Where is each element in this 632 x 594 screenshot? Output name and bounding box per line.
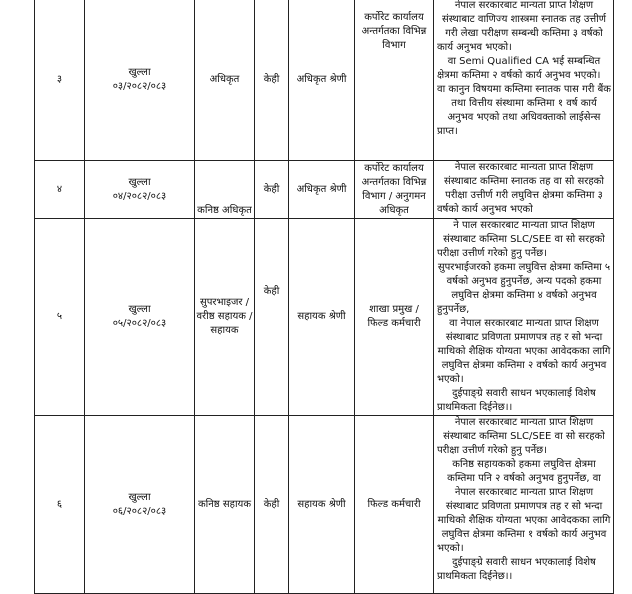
qualification-paragraph: ने पाल सरकारबाट मान्यता प्राप्त शिक्षण संस्थाबाट कम्तिमा SLC/SEE वा सो सरहको परीक्षा उत्तीर्ण गरेको हुनु पर्नेछ।: [437, 220, 605, 259]
department-line: शाखा प्रमुख /: [369, 304, 419, 315]
advert-code: [85, 416, 195, 594]
serial-number: ४: [35, 161, 85, 219]
department-line: अन्तर्गतका विभिन्न: [361, 176, 427, 188]
department: [355, 219, 434, 416]
qualification-paragraph: वा कानुन विषयमा कम्तिमा स्नातक पास गरी बैंक तथा वित्तीय संस्थामा कम्तिमा १ वर्ष कार्य अनुभव भएको तथा अधिवक्ताको लाईसेन्स प्राप्त।: [437, 84, 611, 137]
serial-number: ६: [35, 416, 85, 594]
department-line: फिल्ड कर्मचारी: [367, 498, 421, 510]
department-line: अधिकृत: [379, 204, 409, 216]
department: [355, 161, 434, 219]
serial-number: ३: [35, 0, 85, 161]
service-level: सहायक श्रेणी: [289, 416, 355, 594]
service-level: सहायक श्रेणी: [289, 219, 355, 416]
department-line: विभाग / अनुगमन: [362, 190, 426, 202]
serial-number: ५: [35, 219, 85, 416]
table-row: [35, 416, 614, 594]
advert-code: [85, 161, 195, 219]
advert-number: ०३/२०८२/०८३: [112, 80, 167, 92]
qualification: [434, 416, 614, 594]
vacancy-count: केही: [255, 416, 289, 594]
table-row: [35, 219, 614, 416]
department-line: कर्पोरेट कार्यालय: [364, 12, 424, 23]
advert-type: खुल्ला: [128, 66, 151, 78]
table-row: [35, 161, 614, 219]
table-row: [35, 0, 614, 161]
department: [355, 416, 434, 594]
advert-type: खुल्ला: [128, 491, 151, 503]
vacancy-count: केही: [255, 219, 289, 416]
qualification-paragraph: वा नेपाल सरकारबाट मान्यता प्राप्त शिक्षण संस्थाबाट प्रविणता प्रमाणपत्र तह र सो भन्दा माथिको शैक्षिक योग्यता भएका आवेदकका लागि लघुवित्त क्षेत्रमा कम्तिमा २ वर्षको कार्य अनुभव भएको।: [437, 318, 611, 385]
qualification: [434, 0, 614, 161]
vacancy-count: केही: [255, 161, 289, 219]
department-line: फिल्ड कर्मचारी: [367, 318, 421, 329]
post-name: कनिष्ठ सहायक: [195, 416, 255, 594]
qualification-paragraph: नेपाल सरकारबाट मान्यता प्राप्त शिक्षण संस्थाबाट कम्तिमा SLC/SEE वा सो सरहको परीक्षा उत्तीर्ण गरेको हुनु पर्नेछ।: [437, 417, 605, 456]
post-name: सुपरभाइजर / वरीष्ठ सहायक / सहायक: [195, 219, 255, 416]
service-level: अधिकृत श्रेणी: [289, 161, 355, 219]
advert-code: [85, 219, 195, 416]
advert-number: ०६/२०८२/०८३: [112, 505, 167, 517]
qualification: [434, 161, 614, 219]
department-line: विभाग: [382, 40, 406, 51]
qualification-paragraph: नेपाल सरकारबाट मान्यता प्राप्त शिक्षण संस्थाबाट कम्तिमा स्नातक तह वा सो सरहको परीक्षा उत्तीर्ण गरी लघुवित्त क्षेत्रमा कम्तिमा ३ वर्षको कार्य अनुभव भएको: [437, 162, 604, 215]
department: [355, 0, 434, 161]
vacancy-count: केही: [255, 0, 289, 161]
service-level: अधिकृत श्रेणी: [289, 0, 355, 161]
post-name: अधिकृत: [195, 0, 255, 161]
post-name: कनिष्ठ अधिकृत: [195, 161, 255, 219]
qualification-paragraph: सुपरभाईजरको हकमा लघुवित्त क्षेत्रमा कम्तिमा ५ वर्षको अनुभव हुनुपर्नेछ, अन्य पदको हकमा लघुवित्त क्षेत्रमा कम्तिमा ४ वर्षको अनुभव हुनुपर्नेछ,: [437, 262, 611, 315]
department-line: अन्तर्गतका विभिन्न: [361, 26, 427, 37]
qualification-paragraph: वा Semi Qualified CA भई सम्बन्धित क्षेत्रमा कम्तिमा २ वर्षको कार्य अनुभव भएको।: [437, 56, 601, 81]
advert-number: ०४/२०८२/०८३: [112, 190, 167, 202]
qualification-paragraph: दुईपाङ्ग्रे सवारी साधन भएकालाई विशेष प्राथमिकता दिईनेछ।।: [437, 557, 596, 582]
qualification-paragraph: दुईपाङ्ग्रे सवारी साधन भएकालाई विशेष प्राथमिकता दिईनेछ।।: [437, 388, 596, 413]
advert-number: ०५/२०८२/०८३: [112, 318, 167, 329]
advert-type: खुल्ला: [128, 176, 151, 188]
advert-type: खुल्ला: [128, 304, 151, 315]
advert-code: [85, 0, 195, 161]
qualification-paragraph: नेपाल सरकारबाट मान्यता प्राप्त शिक्षण संस्थाबाट वाणिज्य शास्त्रमा स्नातक तह उत्तीर्ण गरी लेखा परीक्षण सम्बन्धी कम्तिमा ३ वर्षको कार्य अनुभव भएको।: [437, 0, 607, 53]
department-line: कर्पोरेट कार्यालय: [364, 162, 424, 174]
vacancy-table: [34, 0, 614, 594]
qualification-paragraph: कनिष्ठ सहायकको हकमा लघुवित्त क्षेत्रमा कम्तिमा पनि २ वर्षको अनुभव हुनुपर्नेछ, वा नेपाल सरकारबाट मान्यता प्राप्त शिक्षण संस्थाबाट प्रविणता प्रमाणपत्र तह र सो भन्दा माथिको शैक्षिक योग्यता भएका आवेदकका लागि लघुवित्त क्षेत्रमा कम्तिमा १ वर्षको कार्य अनुभव भएको।: [437, 459, 611, 554]
qualification: [434, 219, 614, 416]
